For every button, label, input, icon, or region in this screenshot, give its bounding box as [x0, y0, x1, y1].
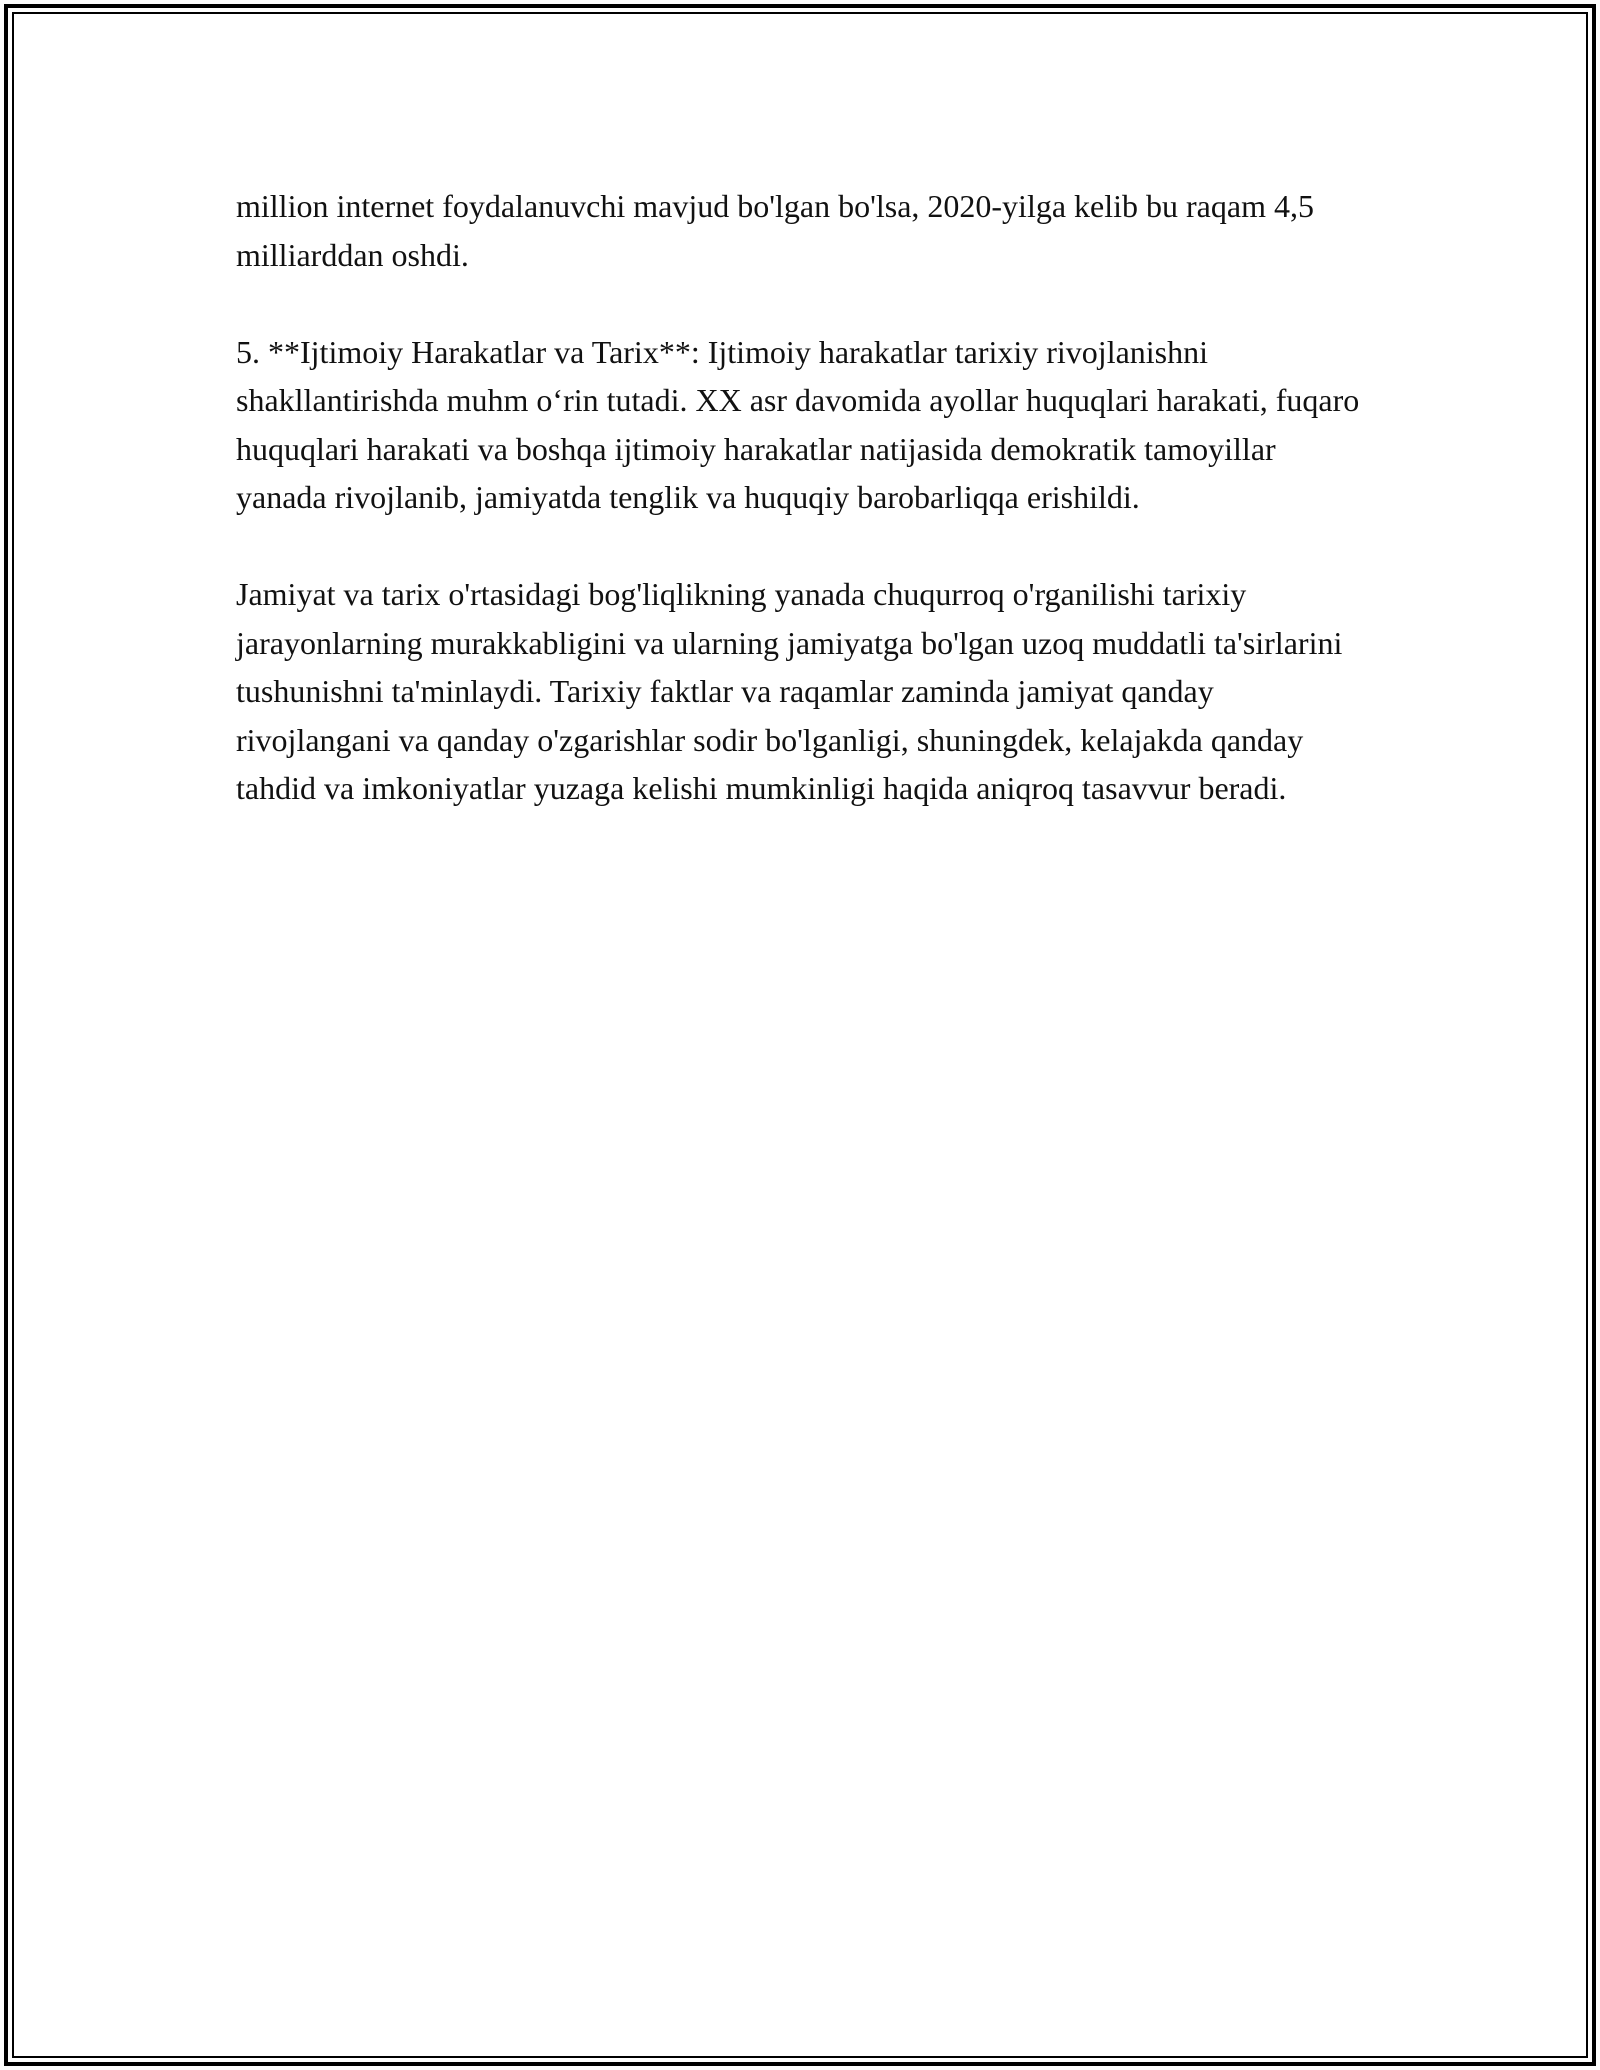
paragraph-conclusion: Jamiyat va tarix o'rtasidagi bog'liqlikning yanada chuqurroq o'rganilishi tarixiy jarayonlarning murakkabligini va ularning jamiyatga bo'lgan uzoq muddatli ta'sirlarini tushunishni ta'minlaydi. Tarixiy faktlar va raqamlar zaminda jamiyat qanday rivojlangani va qanday o'zgarishlar sodir bo'lganligi, shuningdek, kelajakda qanday tahdid va imkoniyatlar yuzaga kelishi mumkinligi haqida aniqroq tasavvur beradi.: [236, 576, 1343, 806]
paragraph-internet-users: million internet foydalanuvchi mavjud bo'lgan bo'lsa, 2020-yilga kelib bu raqam 4,5 milliarddan oshdi.: [236, 188, 1314, 273]
document-body: [236, 182, 1366, 861]
paragraph-social-movements: 5. **Ijtimoiy Harakatlar va Tarix**: Ijtimoiy harakatlar tarixiy rivojlanishni shakllantirishda muhm o‘rin tutadi. XX asr davomida ayollar huquqlari harakati, fuqaro huquqlari harakati va boshqa ijtimoiy harakatlar natijasida demokratik tamoyillar yanada rivojlanib, jamiyatda tenglik va huquqiy barobarliqqa erishildi.: [236, 333, 1360, 515]
